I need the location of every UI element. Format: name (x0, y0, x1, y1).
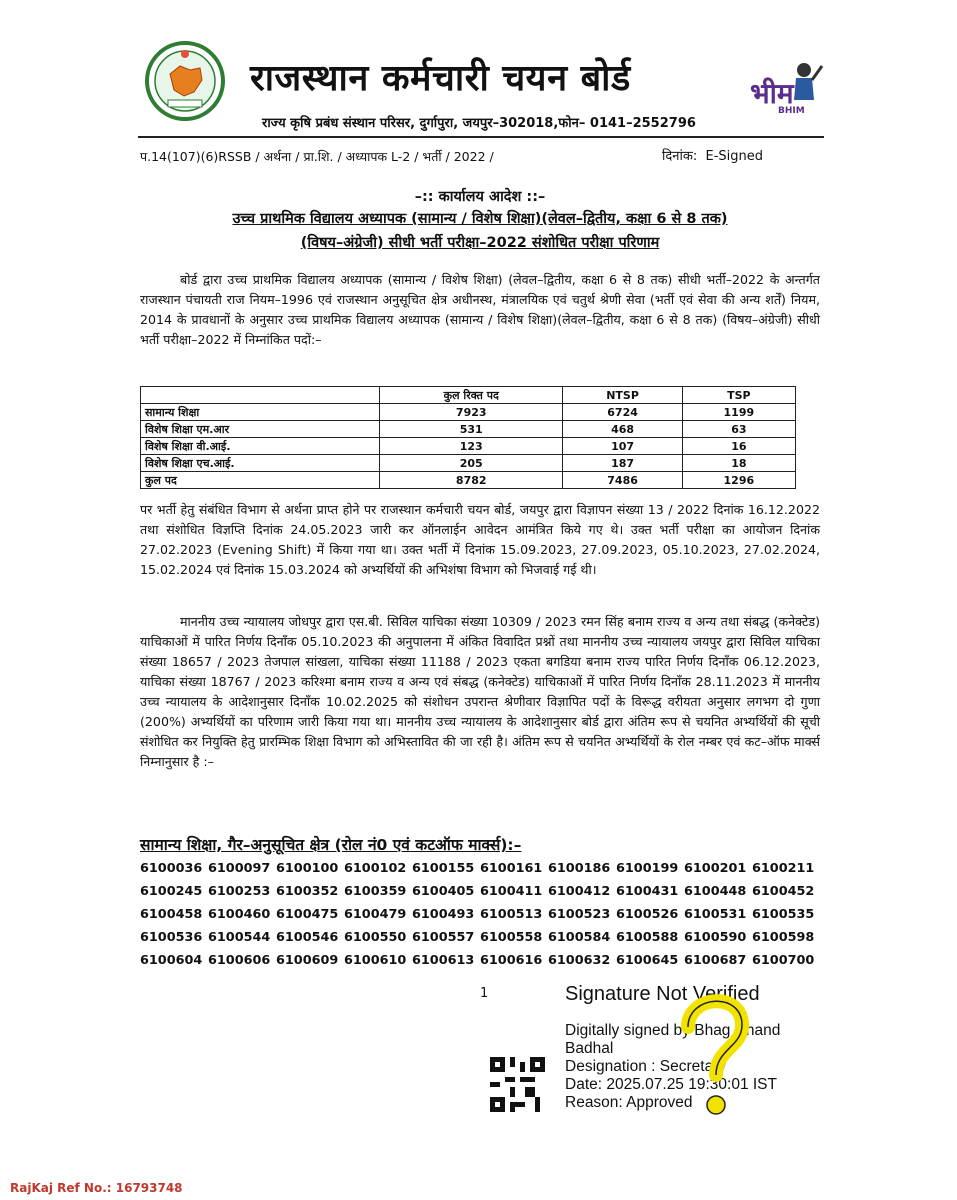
roll-number: 6100102 (344, 861, 407, 876)
roll-number: 6100452 (752, 884, 815, 899)
signer-designation: Designation : Secretary (565, 1058, 727, 1075)
roll-number: 6100448 (684, 884, 747, 899)
row-label: कुल पद (141, 472, 380, 489)
date-label: दिनांक: (662, 149, 698, 164)
section-title: सामान्य शिक्षा, गैर–अनुसूचित क्षेत्र (रोल नं0 एवं कटऑफ मार्क्स):– (140, 836, 522, 854)
roll-number: 6100610 (344, 953, 407, 968)
roll-number: 6100100 (276, 861, 339, 876)
paragraph-intro: बोर्ड द्वारा उच्च प्राथमिक विद्यालय अध्यापक (सामान्य / विशेष शिक्षा) (लेवल–द्वितीय, कक्षा 6 से 8 तक) सीधी भर्ती–2022 के अन्तर्गत राजस्थान पंचायती राज नियम–1996 एवं राजस्थान अनुसूचित क्षेत्र अधीनस्थ, मंत्रालयिक एवं चतुर्थ श्रेणी सेवा (भर्ती एवं सेवा की अन्य शर्तें) नियम, 2014 के प्रावधानों के अनुसार उच्च प्राथमिक विद्यालय अध्यापक (सामान्य / विशेष शिक्षा)(लेवल–द्वितीय, कक्षा 6 से 8 तक) (विषय–अंग्रेजी) सीधी भर्ती परीक्षा–2022 में निम्नांकित पदों:– (140, 272, 820, 347)
vacancy-table-header (141, 387, 796, 404)
table-header-blank (141, 387, 380, 404)
roll-number: 6100475 (276, 907, 339, 922)
roll-number: 6100550 (344, 930, 407, 945)
roll-number: 6100609 (276, 953, 339, 968)
roll-number: 6100036 (140, 861, 203, 876)
roll-number: 6100546 (276, 930, 339, 945)
roll-number: 6100359 (344, 884, 407, 899)
roll-number: 6100460 (208, 907, 271, 922)
roll-number: 6100536 (140, 930, 203, 945)
page-number: 1 (480, 986, 489, 1001)
roll-number: 6100186 (548, 861, 611, 876)
roll-number: 6100632 (548, 953, 611, 968)
row-total: 8782 (380, 472, 563, 489)
signature-date: Date: 2025.07.25 19:30:01 IST (565, 1076, 777, 1093)
roll-number: 6100211 (752, 861, 815, 876)
roll-number: 6100493 (412, 907, 475, 922)
row-total: 123 (380, 438, 563, 455)
roll-number: 6100584 (548, 930, 611, 945)
roll-row (140, 857, 820, 880)
roll-number: 6100700 (752, 953, 815, 968)
vacancy-table (140, 386, 796, 489)
roll-number: 6100613 (412, 953, 475, 968)
roll-number: 6100687 (684, 953, 747, 968)
date-line (662, 146, 763, 164)
org-title: राजस्थान कर्मचारी चयन बोर्ड (250, 58, 631, 99)
roll-number: 6100155 (412, 861, 475, 876)
table-row (141, 455, 796, 472)
roll-number: 6100616 (480, 953, 543, 968)
roll-number: 6100431 (616, 884, 679, 899)
roll-row (140, 880, 820, 903)
table-row (141, 404, 796, 421)
rajkaj-reference: RajKaj Ref No.: 16793748 (10, 1181, 183, 1195)
row-ntsp: 468 (563, 421, 682, 438)
paragraph-advertisement: पर भर्ती हेतु संबंधित विभाग से अर्थना प्राप्त होने पर राजस्थान कर्मचारी चयन बोर्ड, जयपुर द्वारा विज्ञापन संख्या 13 / 2022 दिनांक 16.12.2022 तथा संशोधित विज्ञप्ति दिनांक 24.05.2023 जारी कर ऑनलाईन आवेदन आमंत्रित किये गए थे। उक्त भर्ती परीक्षा का आयोजन दिनांक 27.02.2023 (Evening Shift) में किया गया था। उक्त भर्ती में दिनांक 15.09.2023, 27.09.2023, 05.10.2023, 27.02.2024, 15.02.2024 एवं दिनांक 15.03.2024 को अभ्यर्थियों की अभिशंषा विभाग को भिजवाई गई थी। (140, 502, 820, 577)
table-row (141, 421, 796, 438)
roll-number-grid (140, 857, 820, 972)
table-header-total: कुल रिक्त पद (380, 387, 563, 404)
roll-number: 6100590 (684, 930, 747, 945)
order-heading: –:: कार्यालय आदेश ::– (414, 189, 546, 205)
header-divider (138, 136, 824, 138)
roll-number: 6100531 (684, 907, 747, 922)
signature-status: Signature Not Verified (565, 983, 760, 1005)
order-subject-line1: उच्च प्राथमिक विद्यालय अध्यापक (सामान्य / विशेष शिक्षा)(लेवल–द्वितीय, कक्षा 6 से 8 तक) (232, 211, 728, 227)
row-tsp: 1296 (682, 472, 795, 489)
roll-number: 6100201 (684, 861, 747, 876)
row-total: 7923 (380, 404, 563, 421)
row-label: विशेष शिक्षा एच.आई. (141, 455, 380, 472)
row-ntsp: 7486 (563, 472, 682, 489)
roll-number: 6100604 (140, 953, 203, 968)
roll-number: 6100535 (752, 907, 815, 922)
row-tsp: 16 (682, 438, 795, 455)
table-header-ntsp: NTSP (563, 387, 682, 404)
row-tsp: 18 (682, 455, 795, 472)
row-tsp: 1199 (682, 404, 795, 421)
qr-code-icon (490, 1057, 545, 1112)
date-value: E-Signed (705, 149, 763, 164)
row-label: विशेष शिक्षा एम.आर (141, 421, 380, 438)
order-subject-line2: (विषय–अंग्रेजी) सीधी भर्ती परीक्षा–2022 संशोधित परीक्षा परिणाम (300, 235, 660, 251)
roll-row (140, 949, 820, 972)
roll-number: 6100253 (208, 884, 271, 899)
org-address: राज्य कृषि प्रबंध संस्थान परिसर, दुर्गापुरा, जयपुर–302018,फोन– 0141–2552796 (262, 116, 696, 131)
roll-number: 6100245 (140, 884, 203, 899)
qr-code (490, 1057, 545, 1112)
table-row-total (141, 472, 796, 489)
question-mark-icon (670, 985, 760, 1125)
bhim-logo (748, 60, 828, 130)
reference-number: प.14(107)(6)RSSB / अर्थना / प्रा.शि. / अध्यापक L-2 / भर्ती / 2022 / (140, 149, 494, 164)
signer-name-cont: Badhal (565, 1040, 614, 1057)
row-ntsp: 6724 (563, 404, 682, 421)
roll-number: 6100513 (480, 907, 543, 922)
roll-number: 6100097 (208, 861, 271, 876)
row-total: 205 (380, 455, 563, 472)
signature-reason: Reason: Approved (565, 1094, 693, 1111)
roll-number: 6100479 (344, 907, 407, 922)
roll-number: 6100645 (616, 953, 679, 968)
roll-number: 6100606 (208, 953, 271, 968)
row-label: विशेष शिक्षा वी.आई. (141, 438, 380, 455)
roll-row (140, 903, 820, 926)
roll-number: 6100458 (140, 907, 203, 922)
bhim-text: भीम (750, 77, 794, 110)
row-ntsp: 107 (563, 438, 682, 455)
roll-number: 6100412 (548, 884, 611, 899)
roll-number: 6100544 (208, 930, 271, 945)
row-ntsp: 187 (563, 455, 682, 472)
roll-number: 6100588 (616, 930, 679, 945)
bhim-small-text: BHIM (778, 106, 805, 116)
roll-number: 6100557 (412, 930, 475, 945)
roll-number: 6100598 (752, 930, 815, 945)
roll-number: 6100352 (276, 884, 339, 899)
roll-number: 6100161 (480, 861, 543, 876)
table-row (141, 438, 796, 455)
row-label: सामान्य शिक्षा (141, 404, 380, 421)
rssb-emblem-logo (144, 40, 226, 122)
row-tsp: 63 (682, 421, 795, 438)
paragraph-court-orders: माननीय उच्च न्यायालय जोधपुर द्वारा एस.बी. सिविल याचिका संख्या 10309 / 2023 रमन सिंह बनाम राज्य व अन्य तथा संबद्ध (कनेक्टेड) याचिकाओं में पारित निर्णय दिनाँक 05.10.2023 की अनुपालना में अंकित विवादित प्रश्नों तथा माननीय उच्च न्यायालय जयपुर द्वारा सिविल याचिका संख्या 18657 / 2023 तेजपाल सांखला, याचिका संख्या 11188 / 2023 एकता बगडिया बनाम राज्य पारित निर्णय दिनाँक 06.12.2023, याचिका संख्या 18767 / 2023 करिश्मा बनाम राज्य व अन्य एवं संबद्ध (कनेक्टेड) याचिकाओं में पारित निर्णय दिनाँक 28.11.2023 में माननीय उच्च न्यायालय के आदेशानुसार दिनाँक 10.02.2025 को संशोधन उपरान्त श्रेणीवार विज्ञापित पदों के विरूद्ध वरीयता अनुसार लगभग दो गुणा (200%) अभ्यर्थियों का परिणाम जारी किया गया था। माननीय उच्च न्यायालय के आदेशानुसार बोर्ड द्वारा अंतिम रूप से चयनित अभ्यर्थियों की सूची संशोधित कर नियुक्ति हेतु प्रारम्भिक शिक्षा विभाग को अभिस्तावित की जा रही है। अंतिम रूप से चयनित अभ्यर्थियों के रोल नम्बर एवं कट–ऑफ मार्क्स निम्नानुसार है :– (140, 614, 820, 769)
roll-number: 6100523 (548, 907, 611, 922)
roll-number: 6100405 (412, 884, 475, 899)
row-total: 531 (380, 421, 563, 438)
roll-number: 6100558 (480, 930, 543, 945)
roll-number: 6100526 (616, 907, 679, 922)
roll-row (140, 926, 820, 949)
roll-number: 6100199 (616, 861, 679, 876)
signer-line: Digitally signed by Bhag Chand (565, 1022, 781, 1039)
table-header-tsp: TSP (682, 387, 795, 404)
roll-number: 6100411 (480, 884, 543, 899)
